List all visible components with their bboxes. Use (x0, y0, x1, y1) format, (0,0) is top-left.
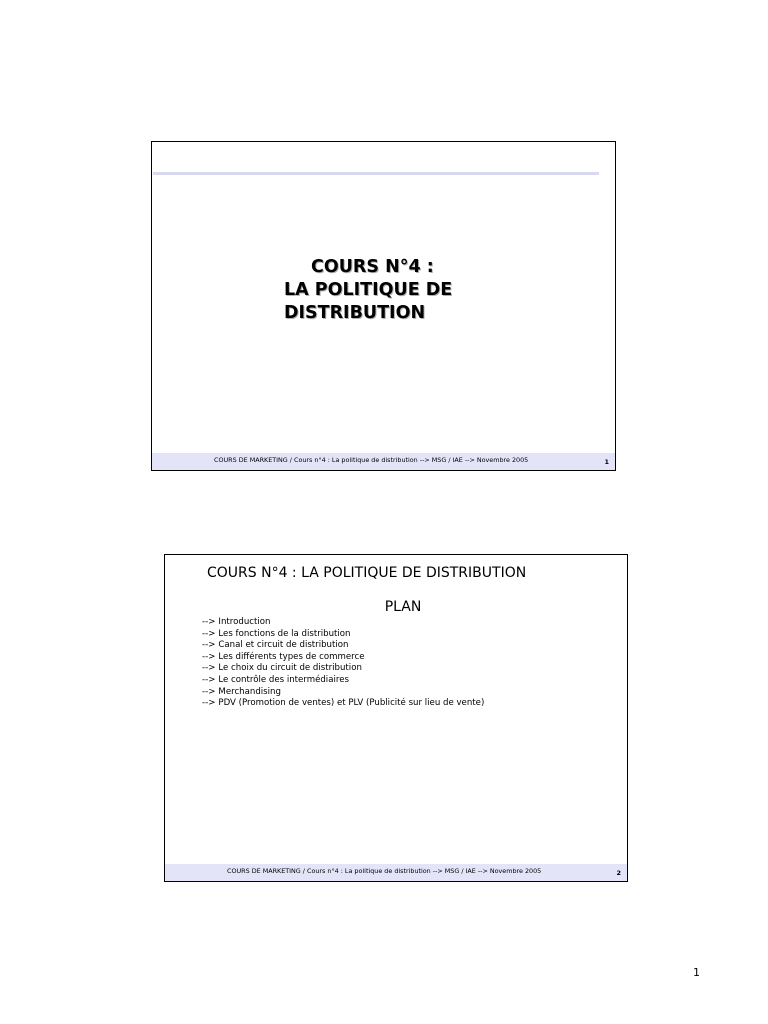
plan-item (202, 675, 484, 687)
plan-list (202, 617, 484, 710)
plan-item (202, 629, 484, 641)
arrow-glyph: --> (202, 674, 216, 685)
plan-item-text: Merchandising (218, 686, 281, 697)
arrow-glyph: --> (202, 640, 216, 651)
arrow-glyph: --> (202, 651, 216, 662)
plan-item-text: Le choix du circuit de distribution (218, 663, 362, 674)
arrow-glyph: --> (202, 628, 216, 639)
plan-item (202, 698, 484, 710)
slide-1-footer (152, 453, 615, 470)
plan-item-text: Introduction (218, 617, 271, 627)
sheet-page-number: 1 (693, 966, 700, 979)
plan-item-text: Les fonctions de la distribution (218, 628, 351, 639)
plan-item-text: Canal et circuit de distribution (218, 640, 349, 651)
slide-1 (151, 141, 616, 471)
plan-item (202, 617, 484, 629)
title-line-2: LA POLITIQUE DE (284, 280, 453, 300)
slide-2 (164, 554, 628, 882)
arrow-glyph: --> (202, 617, 216, 627)
slide-2-footer-text: COURS DE MARKETING / Cours n°4 : La politique de distribution --> MSG / IAE --> Novembre 2005 (227, 867, 542, 875)
slide-2-heading: COURS N°4 : LA POLITIQUE DE DISTRIBUTION (207, 565, 527, 581)
arrow-glyph: --> (202, 698, 216, 709)
plan-title: PLAN (384, 599, 422, 615)
plan-item-text: Le contrôle des intermédiaires (218, 674, 349, 685)
plan-item-text: Les différents types de commerce (218, 651, 365, 662)
arrow-glyph: --> (202, 663, 216, 674)
plan-item (202, 640, 484, 652)
plan-item (202, 663, 484, 675)
title-line-3: DISTRIBUTION (284, 303, 426, 323)
plan-item (202, 652, 484, 664)
plan-item (202, 687, 484, 699)
slide-2-footer (165, 864, 627, 881)
slide-2-page-number: 2 (616, 869, 621, 877)
title-line-1: COURS N°4 : (311, 257, 434, 277)
slide-1-title (284, 256, 524, 325)
slide-1-footer-text: COURS DE MARKETING / Cours n°4 : La politique de distribution --> MSG / IAE --> Novembre 2005 (214, 456, 529, 464)
arrow-glyph: --> (202, 686, 216, 697)
title-accent-rule (153, 172, 599, 175)
slide-1-page-number: 1 (604, 458, 609, 466)
plan-item-text: PDV (Promotion de ventes) et PLV (Publicité sur lieu de vente) (218, 698, 485, 709)
